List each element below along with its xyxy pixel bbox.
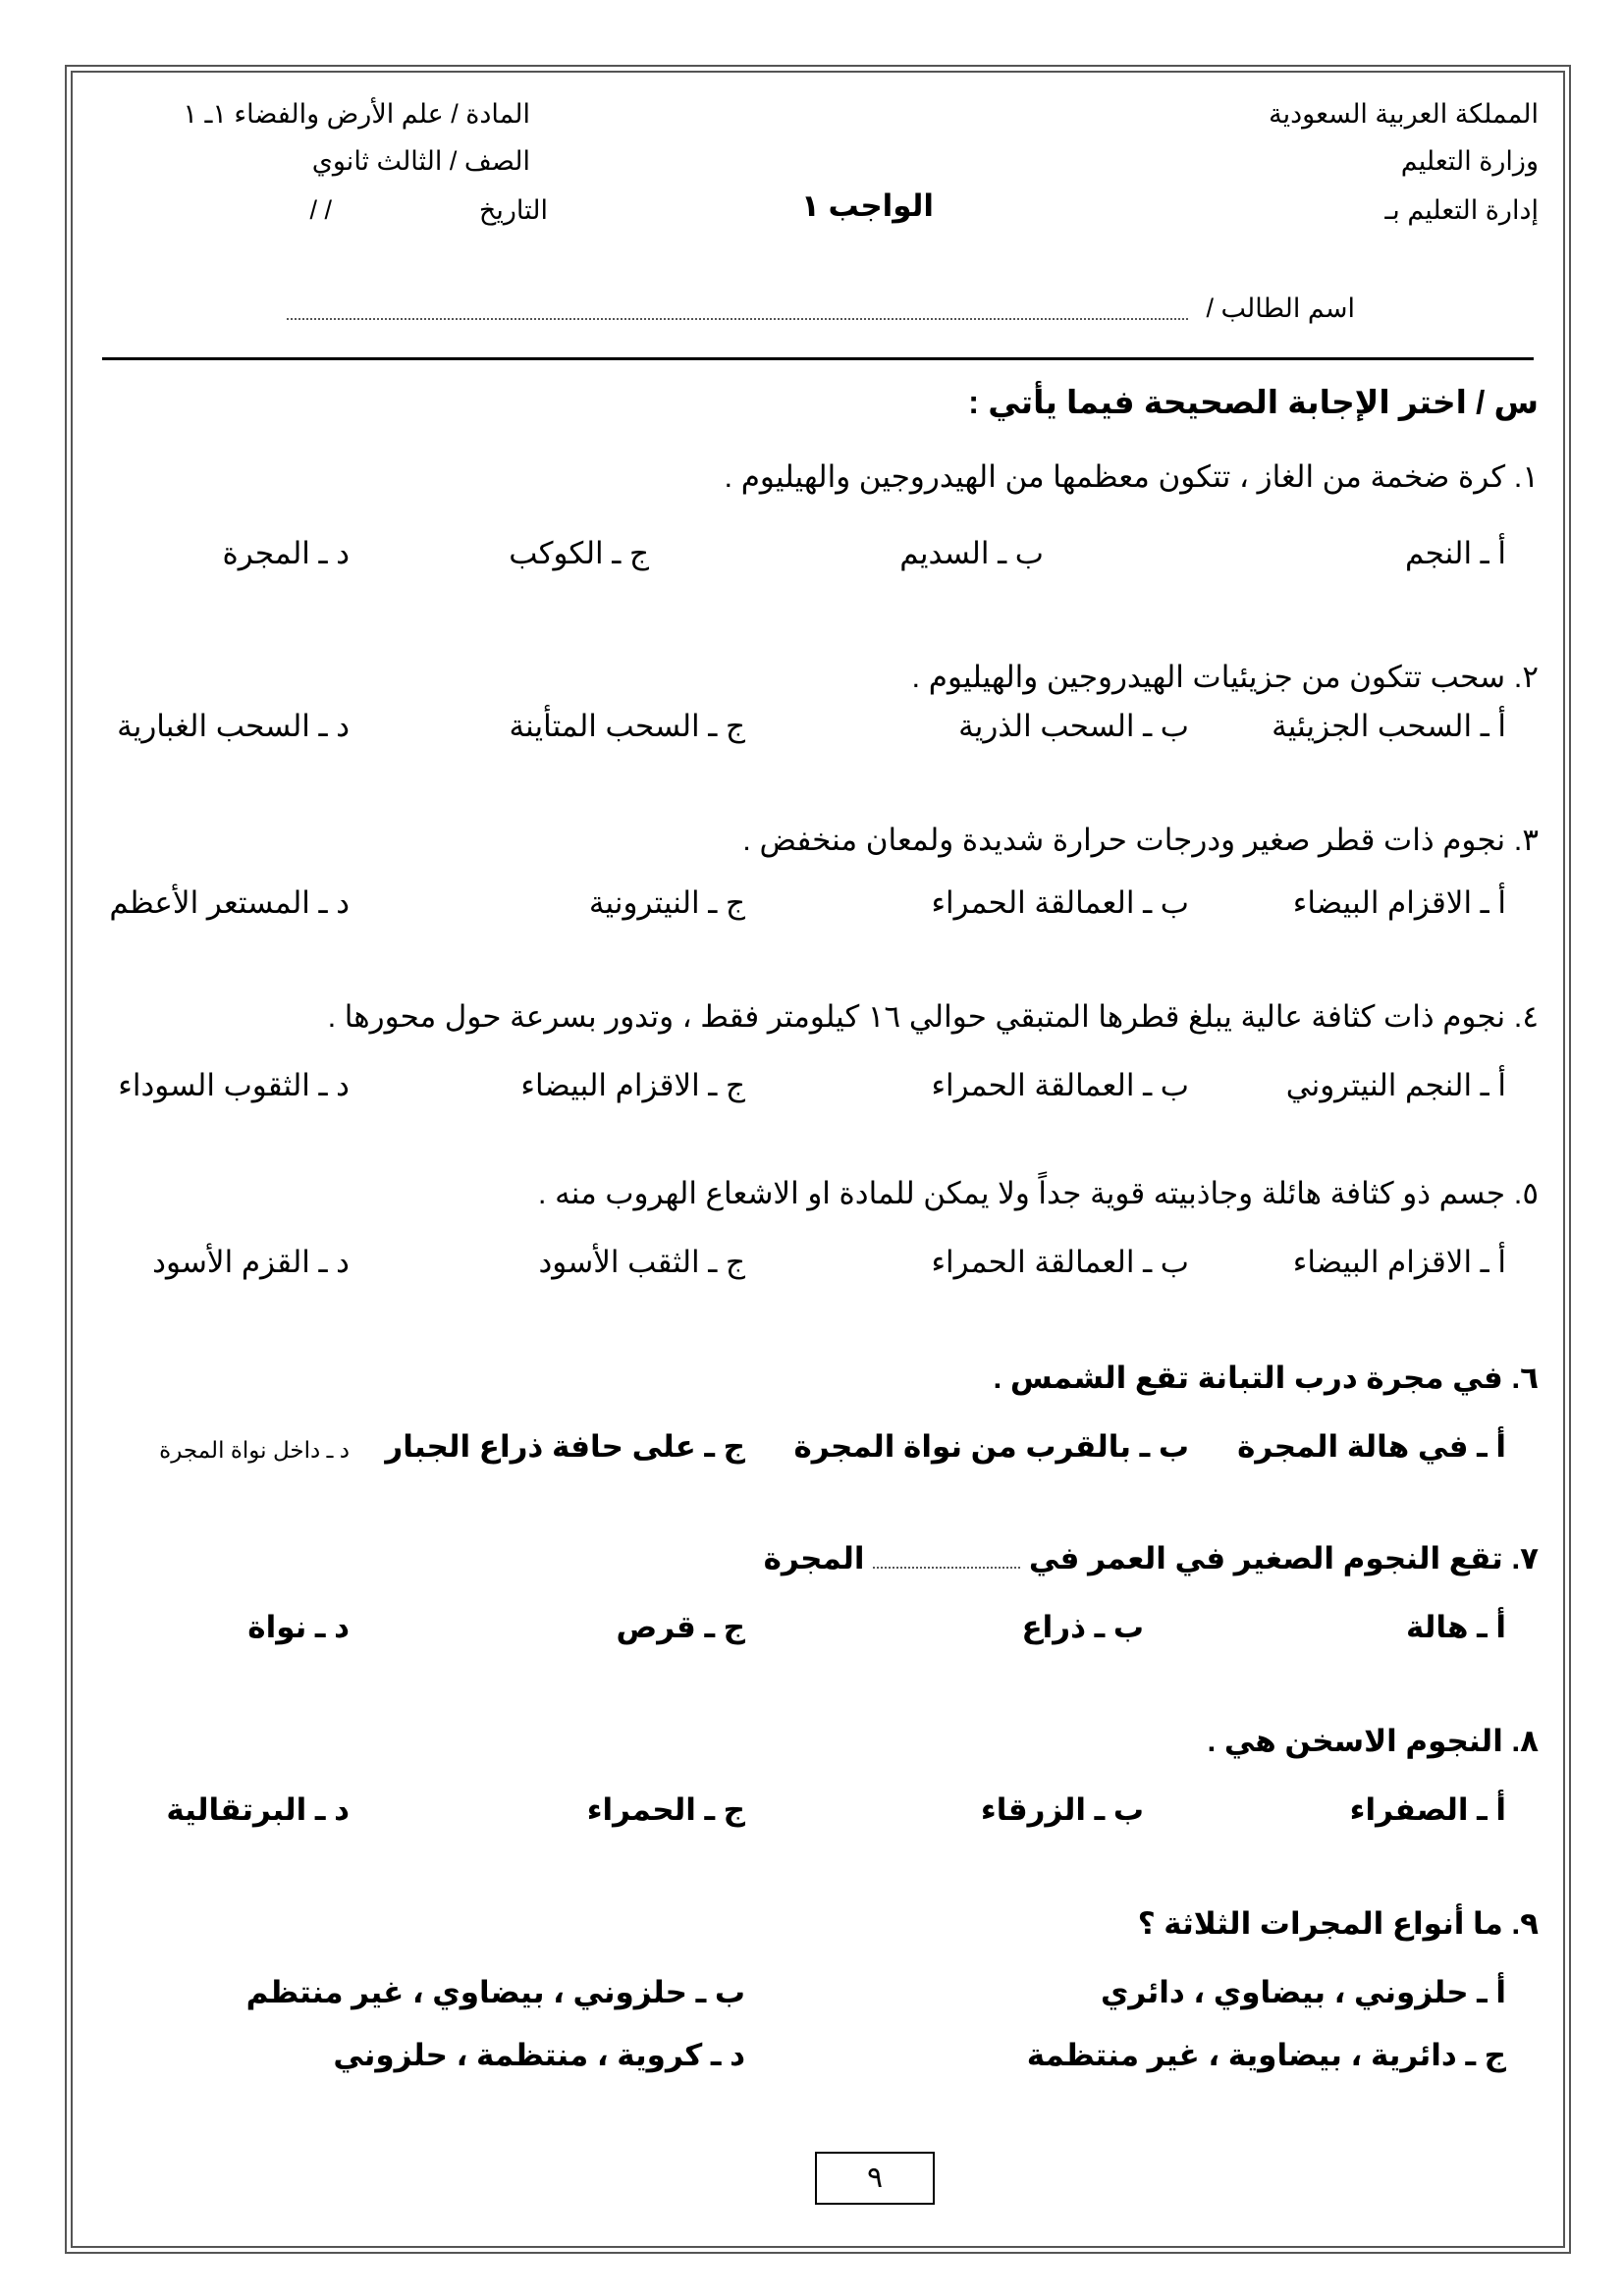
question-number: ١. <box>1513 459 1539 494</box>
option-d[interactable]: د ـ السحب الغبارية <box>117 709 350 743</box>
student-name-label: اسم الطالب / <box>1206 294 1355 323</box>
question-text: سحب تتكون من جزيئيات الهيدروجين والهيليوم . <box>911 660 1506 694</box>
option-a[interactable]: أ ـ الاقزام البيضاء <box>1292 1245 1506 1279</box>
question-number: ٢. <box>1513 660 1539 694</box>
option-a[interactable]: أ ـ حلزوني ، بيضاوي ، دائري <box>1100 1975 1506 2009</box>
page-number: ٩ <box>815 2152 935 2205</box>
question-4 <box>328 999 1539 1035</box>
question-5 <box>538 1176 1539 1211</box>
option-b[interactable]: ب ـ بالقرب من نواة المجرة <box>793 1429 1189 1464</box>
question-text: نجوم ذات قطر صغير ودرجات حرارة شديدة ولمعان منخفض . <box>742 823 1506 857</box>
header-date-slashes: / / <box>309 195 332 225</box>
option-d[interactable]: د ـ القزم الأسود <box>152 1245 350 1279</box>
option-c[interactable]: ج ـ دائرية ، بيضاوية ، غير منتظمة <box>1026 2038 1506 2072</box>
option-d[interactable]: د ـ البرتقالية <box>166 1792 350 1827</box>
question-number: ٦. <box>1511 1361 1539 1395</box>
question-8 <box>1208 1724 1539 1759</box>
question-text: نجوم ذات كثافة عالية يبلغ قطرها المتبقي حوالي ١٦ كيلومتر فقط ، وتدور بسرعة حول محورها . <box>327 999 1506 1034</box>
question-text: تقع النجوم الصغير في العمر في <box>1028 1541 1503 1575</box>
option-a[interactable]: أ ـ الصفراء <box>1349 1792 1506 1827</box>
question-text: جسم ذو كثافة هائلة وجاذبيته قوية جداً ولا يمكن للمادة او الاشعاع الهروب منه . <box>537 1176 1506 1210</box>
option-c[interactable]: ج ـ قرص <box>616 1610 745 1644</box>
question-text: ما أنواع المجرات الثلاثة ؟ <box>1137 1906 1503 1941</box>
option-c[interactable]: ج ـ الاقزام البيضاء <box>520 1068 745 1102</box>
question-2 <box>912 660 1539 695</box>
option-b[interactable]: ب ـ العمالقة الحمراء <box>931 1068 1189 1102</box>
question-3 <box>742 823 1539 858</box>
option-d[interactable]: د ـ المستعر الأعظم <box>109 885 350 920</box>
option-c[interactable]: ج ـ الكوكب <box>509 536 649 570</box>
header-grade: الصف / الثالث ثانوي <box>311 146 530 176</box>
option-d[interactable]: د ـ نواة <box>247 1610 350 1644</box>
option-a[interactable]: أ ـ في هالة المجرة <box>1237 1429 1506 1464</box>
option-b[interactable]: ب ـ العمالقة الحمراء <box>931 1245 1189 1279</box>
header-date-label: التاريخ <box>478 195 548 225</box>
option-d[interactable]: د ـ المجرة <box>222 536 350 570</box>
option-c[interactable]: ج ـ على حافة ذراع الجبار <box>385 1429 745 1464</box>
student-name-field[interactable] <box>287 318 1188 320</box>
header-directorate: إدارة التعليم بـ <box>1384 195 1539 225</box>
option-a[interactable]: أ ـ هالة <box>1405 1610 1506 1644</box>
header-ministry: وزارة التعليم <box>1400 146 1539 176</box>
header-subject: المادة / علم الأرض والفضاء ١ـ ١ <box>183 99 530 129</box>
option-b[interactable]: ب ـ الزرقاء <box>980 1792 1144 1827</box>
question-7 <box>764 1541 1539 1576</box>
header-country: المملكة العربية السعودية <box>1269 99 1539 129</box>
option-b[interactable]: ب ـ العمالقة الحمراء <box>931 885 1189 920</box>
option-c[interactable]: ج ـ السحب المتأينة <box>509 709 745 743</box>
question-number: ٤. <box>1513 999 1539 1034</box>
option-b[interactable]: ب ـ حلزوني ، بيضاوي ، غير منتظم <box>245 1975 745 2009</box>
header-divider <box>102 357 1534 360</box>
option-b[interactable]: ب ـ السديم <box>899 536 1044 570</box>
option-c[interactable]: ج ـ الثقب الأسود <box>538 1245 745 1279</box>
question-text-after: المجرة <box>763 1541 865 1575</box>
option-b[interactable]: ب ـ ذراع <box>1021 1610 1144 1644</box>
instruction-heading: س / اختر الإجابة الصحيحة فيما يأتي : <box>968 384 1539 420</box>
blank-field[interactable] <box>873 1549 1020 1569</box>
option-d[interactable]: د ـ داخل نواة المجرة <box>159 1437 350 1463</box>
option-b[interactable]: ب ـ السحب الذرية <box>958 709 1189 743</box>
question-9 <box>1138 1906 1539 1942</box>
option-c[interactable]: ج ـ الحمراء <box>586 1792 745 1827</box>
question-1 <box>724 459 1539 495</box>
option-c[interactable]: ج ـ النيترونية <box>588 885 745 920</box>
question-number: ٨. <box>1511 1724 1539 1758</box>
option-a[interactable]: أ ـ الاقزام البيضاء <box>1292 885 1506 920</box>
option-a[interactable]: أ ـ النجم <box>1405 536 1506 570</box>
question-number: ٧. <box>1511 1541 1539 1575</box>
question-text: كرة ضخمة من الغاز ، تتكون معظمها من الهيدروجين والهيليوم . <box>724 459 1506 494</box>
question-number: ٩. <box>1511 1906 1539 1941</box>
page-title: الواجب ١ <box>800 188 934 223</box>
question-text: في مجرة درب التبانة تقع الشمس . <box>993 1361 1503 1395</box>
option-a[interactable]: أ ـ السحب الجزيئية <box>1272 709 1506 743</box>
question-6 <box>994 1361 1539 1396</box>
question-number: ٥. <box>1513 1176 1539 1210</box>
option-a[interactable]: أ ـ النجم النيتروني <box>1285 1068 1506 1102</box>
option-d[interactable]: د ـ الثقوب السوداء <box>118 1068 350 1102</box>
question-text: النجوم الاسخن هي . <box>1207 1724 1503 1758</box>
option-d[interactable]: د ـ كروية ، منتظمة ، حلزوني <box>333 2038 745 2072</box>
question-number: ٣. <box>1513 823 1539 857</box>
